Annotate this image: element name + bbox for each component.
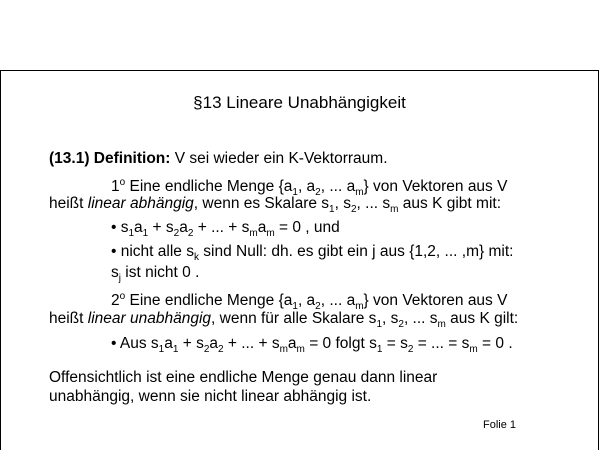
text: , a (297, 178, 316, 195)
subscript: 2 (315, 187, 321, 198)
point1-line2 (49, 194, 501, 219)
text: , ... s (356, 195, 391, 212)
conclusion-line2: unabhängig, wenn sie nicht linear abhängig ist. (49, 388, 372, 405)
subscript: j (118, 273, 121, 284)
subscript: m (266, 228, 275, 239)
definition-line (49, 149, 388, 168)
text: aus K gibt mit: (398, 195, 501, 212)
text: = ... = s (413, 335, 470, 352)
subscript: 1 (376, 344, 383, 355)
subscript: 1 (329, 204, 335, 215)
text: = 0 , und (274, 219, 340, 236)
subscript: 2 (407, 344, 414, 355)
text: a (209, 335, 219, 352)
subscript: m (355, 301, 364, 312)
point1-number: 1 (111, 178, 120, 195)
text: , s (382, 310, 399, 327)
subscript: 1 (292, 301, 298, 312)
point1-bullet1 (111, 218, 340, 243)
text: ist nicht 0 . (120, 264, 200, 281)
subscript: 2 (398, 319, 404, 330)
definition-text: V sei wieder ein K-Vektorraum. (170, 150, 388, 167)
subscript: k (193, 252, 199, 263)
text: a (287, 335, 297, 352)
text: aus K gilt: (445, 310, 519, 327)
text: , wenn es Skalare s (193, 195, 330, 212)
definition-label: (13.1) Definition: (49, 150, 171, 167)
subscript: 1 (376, 319, 382, 330)
term-linear-abhaengig: linear abhängig (87, 195, 194, 212)
text: + ... + s (193, 219, 250, 236)
text: Eine endliche Menge {a (125, 292, 293, 309)
subscript: m (249, 228, 258, 239)
text: , a (297, 292, 316, 309)
point2-bullet (111, 334, 513, 359)
text: s (111, 264, 119, 281)
text: • s (111, 219, 129, 236)
text: } von Vektoren aus V (363, 292, 508, 309)
text: heißt (49, 310, 88, 327)
subscript: m (296, 344, 305, 355)
subscript: 1 (292, 187, 298, 198)
point1-degree: o (119, 177, 126, 188)
subscript: 2 (203, 344, 210, 355)
subscript: m (279, 344, 288, 355)
text: , ... a (320, 292, 356, 309)
text: Eine endliche Menge {a (125, 178, 293, 195)
text: a (257, 219, 267, 236)
point1-bullet2-line2 (111, 263, 199, 288)
subscript: m (355, 187, 364, 198)
subscript: 1 (142, 228, 149, 239)
subscript: 1 (158, 344, 165, 355)
subscript: m (469, 344, 478, 355)
subscript: 2 (187, 228, 194, 239)
text: + ... + s (223, 335, 280, 352)
point2-number: 2 (111, 292, 120, 309)
text: + s (148, 219, 174, 236)
point2-line2 (49, 309, 518, 334)
text: , ... s (403, 310, 438, 327)
term-linear-unabhaengig: linear unabhängig (87, 310, 212, 327)
slide-title: §13 Lineare Unabhängigkeit (193, 93, 406, 112)
subscript: m (390, 204, 399, 215)
text: sind Null: dh. es gibt ein j aus {1,2, ... ,m} mit: (198, 243, 514, 260)
text: • Aus s (111, 335, 159, 352)
subscript: m (437, 319, 446, 330)
text: , wenn für alle Skalare s (211, 310, 377, 327)
text: heißt (49, 195, 88, 212)
text: a (179, 219, 188, 236)
text: , ... a (320, 178, 356, 195)
text: = 0 . (477, 335, 513, 352)
subscript: 1 (172, 344, 179, 355)
subscript: 1 (128, 228, 135, 239)
text: a (134, 219, 143, 236)
conclusion-line1: Offensichtlich ist eine endliche Menge genau dann linear (49, 369, 438, 386)
slide-number: Folie 1 (483, 419, 517, 431)
text: } von Vektoren aus V (363, 178, 508, 195)
subscript: 2 (173, 228, 180, 239)
text: + s (178, 335, 204, 352)
subscript: 2 (350, 204, 357, 215)
text: , s (334, 195, 351, 212)
text: • nicht alle s (111, 243, 194, 260)
text: a (164, 335, 173, 352)
subscript: 2 (218, 344, 224, 355)
point2-degree: o (119, 291, 126, 302)
text: = s (382, 335, 408, 352)
subscript: 2 (315, 301, 321, 312)
text: = 0 folgt s (304, 335, 377, 352)
